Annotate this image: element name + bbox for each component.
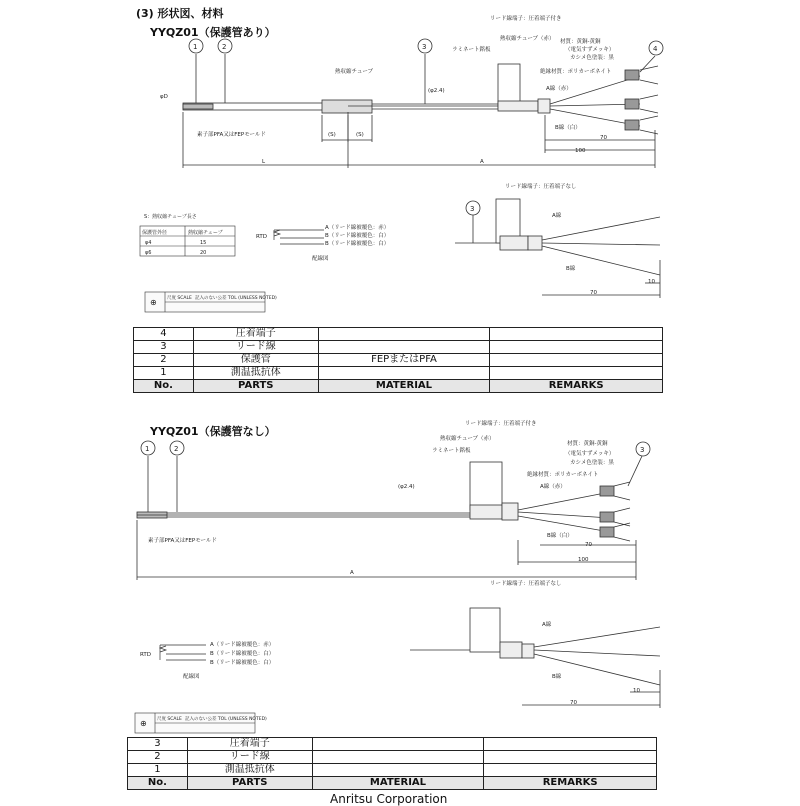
balloon-1-bottom: 1 bbox=[145, 445, 150, 453]
svg-text:15: 15 bbox=[200, 240, 207, 246]
dim-100-b: 100 bbox=[578, 557, 589, 563]
table-row bbox=[128, 738, 657, 751]
table-row bbox=[128, 751, 657, 764]
header-no: No. bbox=[134, 380, 194, 393]
s-table bbox=[140, 213, 235, 256]
cell-part: 圧着端子 bbox=[193, 328, 318, 341]
header-remarks: REMARKS bbox=[484, 777, 657, 790]
label-laminate-b: ラミネート銘板 bbox=[432, 448, 471, 454]
table-header-row bbox=[134, 380, 663, 393]
balloon-2-top: 2 bbox=[222, 43, 227, 51]
cell-no: 1 bbox=[128, 764, 188, 777]
dim-plain-70: 70 bbox=[590, 290, 597, 296]
header-material: MATERIAL bbox=[318, 380, 490, 393]
rtd-line-b1-bottom: B（リード線被覆色：白） bbox=[210, 651, 275, 657]
table-header-row bbox=[128, 777, 657, 790]
cell-remarks bbox=[490, 328, 663, 341]
scale-text-top: 尺度 SCALE bbox=[167, 296, 192, 301]
rtd-wiring-top: 配線図 bbox=[312, 256, 329, 262]
cell-no: 1 bbox=[134, 367, 194, 380]
cell-no: 3 bbox=[134, 341, 194, 354]
label-plating-b: （電気すずメッキ） bbox=[565, 451, 615, 457]
balloon-3-plain: 3 bbox=[470, 205, 475, 213]
balloon-2-bottom: 2 bbox=[174, 445, 179, 453]
cell-material bbox=[312, 751, 484, 764]
dim-100: 100 bbox=[575, 148, 586, 154]
drawing-title-no-sheath: YYQZ01（保護管なし） bbox=[150, 425, 276, 438]
label-a-short: A線 bbox=[552, 213, 562, 219]
table-row bbox=[134, 367, 663, 380]
table-row bbox=[134, 354, 663, 367]
label-plating: （電気すずメッキ） bbox=[565, 47, 615, 53]
rtd-line-a-bottom: A（リード線被覆色：赤） bbox=[210, 642, 275, 648]
dim-A: A bbox=[480, 159, 484, 165]
dim-plain-10: 10 bbox=[648, 279, 655, 285]
drawing-title-sheath: YYQZ01（保護管あり） bbox=[150, 26, 276, 39]
cell-remarks bbox=[490, 367, 663, 380]
cell-part: 保護管 bbox=[193, 354, 318, 367]
label-plain-variant: リード線端子：圧着端子なし bbox=[505, 184, 577, 190]
bottom-plain-drawing bbox=[410, 608, 660, 708]
tol-text-bottom: 記入のない公差 TOL (UNLESS NOTED) bbox=[185, 717, 267, 722]
cell-part: 測温抵抗体 bbox=[187, 764, 312, 777]
cell-no: 3 bbox=[128, 738, 188, 751]
scale-box-top bbox=[145, 292, 265, 312]
balloon-3-top: 3 bbox=[422, 43, 427, 51]
cell-material bbox=[318, 328, 490, 341]
cell-material bbox=[318, 367, 490, 380]
table-row bbox=[134, 328, 663, 341]
header-remarks: REMARKS bbox=[490, 380, 663, 393]
label-terminal-material: 材質：黄銅-黄銅 bbox=[560, 39, 601, 45]
table-row bbox=[134, 341, 663, 354]
header-parts: PARTS bbox=[193, 380, 318, 393]
rtd-line-b2-top: B（リード線被覆色：白） bbox=[325, 241, 390, 247]
label-cap-color-b: カシメ色塗装：黒 bbox=[570, 460, 614, 466]
label-b-short: B線 bbox=[566, 266, 576, 272]
label-b-wire-b: B線（白） bbox=[547, 533, 573, 539]
cell-remarks bbox=[490, 341, 663, 354]
rtd-label-top: RTD bbox=[256, 234, 268, 240]
tol-text-top: 記入のない公差 TOL (UNLESS NOTED) bbox=[195, 296, 277, 301]
dim-plain-10-b: 10 bbox=[633, 688, 640, 694]
svg-text:φ6: φ6 bbox=[145, 250, 152, 256]
dim-70-b: 70 bbox=[585, 542, 592, 548]
cell-part: リード線 bbox=[193, 341, 318, 354]
label-plain-variant-b: リード線端子：圧着端子なし bbox=[490, 581, 562, 587]
cell-remarks bbox=[484, 738, 657, 751]
section-heading: (3) 形状図、材料 bbox=[136, 7, 224, 20]
rtd-wiring-bottom: 配線図 bbox=[183, 674, 200, 680]
label-insulator: 絶縁材質：ポリカーボネイト bbox=[540, 69, 612, 75]
label-laminate: ラミネート銘板 bbox=[452, 47, 491, 53]
table-row bbox=[128, 764, 657, 777]
balloon-3-bottom: 3 bbox=[640, 446, 645, 454]
cell-remarks bbox=[484, 764, 657, 777]
dim-L: L bbox=[262, 159, 266, 165]
label-b-short-b: B線 bbox=[552, 674, 562, 680]
label-heat-shrink-red: 熱収縮チューブ（赤） bbox=[500, 36, 555, 42]
dim-70: 70 bbox=[600, 135, 607, 141]
footer-company: Anritsu Corporation bbox=[330, 792, 448, 806]
dim-A-b: A bbox=[350, 570, 354, 576]
balloon-1-top: 1 bbox=[193, 43, 198, 51]
label-a-short-b: A線 bbox=[542, 622, 552, 628]
dim-s1: (S) bbox=[328, 132, 336, 138]
cell-material: FEPまたはPFA bbox=[318, 354, 490, 367]
svg-text:保護管外径: 保護管外径 bbox=[142, 230, 168, 236]
header-no: No. bbox=[128, 777, 188, 790]
svg-text:φ4: φ4 bbox=[145, 240, 152, 246]
dim-diam24: (φ2.4) bbox=[428, 88, 445, 94]
dim-s2: (S) bbox=[356, 132, 364, 138]
parts-table-bottom bbox=[127, 737, 657, 790]
rtd-line-b2-bottom: B（リード線被覆色：白） bbox=[210, 660, 275, 666]
cell-material bbox=[312, 738, 484, 751]
header-parts: PARTS bbox=[187, 777, 312, 790]
label-a-wire-b: A線（赤） bbox=[540, 484, 566, 490]
scale-box-bottom bbox=[135, 713, 255, 733]
label-insulator-b: 絶縁材質：ポリカーボネイト bbox=[527, 472, 599, 478]
dim-plain-70-b: 70 bbox=[570, 700, 577, 706]
s-table-caption: S：熱収縮チューブ長さ bbox=[144, 214, 197, 220]
rtd-diagram-bottom bbox=[160, 645, 206, 660]
scale-icon-top: ⊕ bbox=[150, 298, 157, 307]
cell-material bbox=[312, 764, 484, 777]
cell-no: 2 bbox=[134, 354, 194, 367]
header-material: MATERIAL bbox=[312, 777, 484, 790]
rtd-diagram-top bbox=[274, 230, 324, 244]
label-cap-color: カシメ色塗装：黒 bbox=[570, 55, 614, 61]
label-tip-mold: 素子部PFA又はFEPモールド bbox=[197, 132, 266, 138]
label-terminal-material-b: 材質：黄銅-黄銅 bbox=[567, 441, 608, 447]
label-heat-shrink-red-b: 熱収縮チューブ（赤） bbox=[440, 436, 495, 442]
parts-table-top bbox=[133, 327, 663, 393]
label-terminal-variant-b: リード線端子：圧着端子付き bbox=[465, 421, 537, 427]
cell-part: 測温抵抗体 bbox=[193, 367, 318, 380]
balloon-4-top: 4 bbox=[653, 45, 658, 53]
rtd-line-b1-top: B（リード線被覆色：白） bbox=[325, 233, 390, 239]
label-terminal-variant: リード線端子：圧着端子付き bbox=[490, 16, 562, 22]
label-heat-shrink: 熱収縮チューブ bbox=[335, 69, 374, 75]
dim-diam24-b: (φ2.4) bbox=[398, 484, 415, 490]
cell-remarks bbox=[484, 751, 657, 764]
rtd-label-bottom: RTD bbox=[140, 652, 152, 658]
label-a-wire: A線（赤） bbox=[546, 86, 572, 92]
cell-part: リード線 bbox=[187, 751, 312, 764]
cell-remarks bbox=[490, 354, 663, 367]
cell-no: 2 bbox=[128, 751, 188, 764]
label-tip-mold-b: 素子部PFA又はFEPモールド bbox=[148, 538, 217, 544]
dim-diam0: φD bbox=[160, 94, 168, 100]
scale-text-bottom: 尺度 SCALE bbox=[157, 717, 182, 722]
cell-material bbox=[318, 341, 490, 354]
cell-no: 4 bbox=[134, 328, 194, 341]
label-b-wire: B線（白） bbox=[555, 125, 581, 131]
svg-text:熱収縮チューブ: 熱収縮チューブ bbox=[188, 230, 223, 236]
svg-text:20: 20 bbox=[200, 250, 207, 256]
cell-part: 圧着端子 bbox=[187, 738, 312, 751]
rtd-line-a-top: A（リード線被覆色：赤） bbox=[325, 225, 390, 231]
scale-icon-bottom: ⊕ bbox=[140, 719, 147, 728]
